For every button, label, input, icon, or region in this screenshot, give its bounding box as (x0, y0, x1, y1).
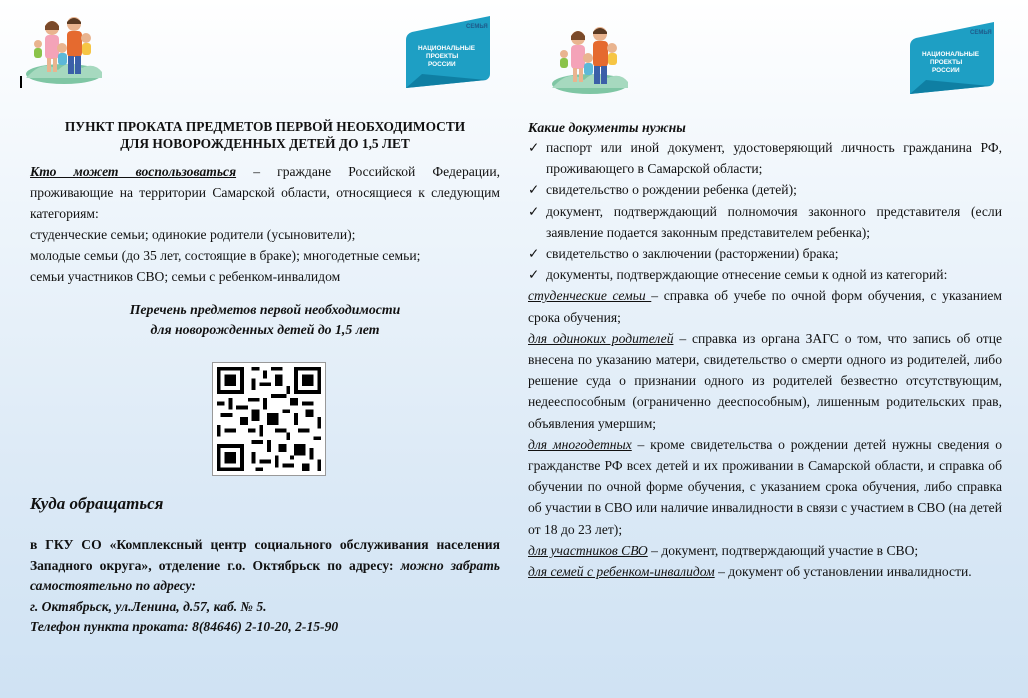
contact-pickup-note: можно забрать самостоятельно по адресу: (30, 557, 500, 593)
checkmark-icon: ✓ (528, 203, 540, 219)
category-single-parent: для одиноких родителей – справка из органа ЗАГС о том, что запись об отце внесена по указанию матери, свидетельство о смерти одного из родителей, либо решение суда о признании одного из родителей безвестно отсутствующим, недееспособным (ограниченно дееспособным), лишенным родительских прав, объявления умершим; (528, 330, 1002, 431)
family-illustration (24, 8, 104, 86)
contact-section (30, 535, 500, 638)
logo-right-line2: ПРОЕКТЫ (930, 59, 963, 66)
title-line2: ДЛЯ НОВОРОЖДЕННЫХ ДЕТЕЙ ДО 1,5 ЛЕТ (120, 136, 410, 151)
contact-phone: Телефон пункта проката: 8(84646) 2-10-20, 2-15-90 (30, 619, 339, 634)
category-student: студенческие семьи – справка об учебе по очной форм обучения, с указанием срока обучения; (528, 288, 1002, 325)
list-item: ✓ документы, подтверждающие отнесение семьи к одной из категорий: (528, 264, 1002, 285)
checkmark-icon: ✓ (528, 140, 540, 155)
national-projects-logo-right (906, 20, 998, 96)
eligibility-text: – граждане Российской Федерации, проживающие на территории Самарской области, относящиеся к следующим категориям: (30, 164, 501, 221)
list-item: ✓ свидетельство о заключении (расторжении) брака; (528, 243, 1002, 264)
contact-heading: Куда обращаться (30, 494, 164, 513)
documents-list (528, 137, 1002, 285)
logo-right-line1: НАЦИОНАЛЬНЫЕ (922, 51, 979, 58)
qr-code-icon (213, 363, 325, 475)
logo-top-word: СЕМЬЯ (466, 24, 488, 30)
list-item: ✓ свидетельство о рождении ребенка (детей); (528, 179, 1002, 200)
contact-address: г. Октябрьск, ул.Ленина, д.57, каб. № 5. (30, 598, 267, 614)
list-item: ✓ документ, подтверждающий полномочия законного представителя (если заявление подается законным представителем ребенка); (528, 201, 1002, 243)
national-projects-logo (402, 14, 494, 90)
category-large-family: для многодетных – кроме свидетельства о рождении детей нужны сведения о гражданстве РФ всех детей и их проживании в Самарской области, и справка об обучении по очной форме обучения, с указанием срока обучения, либо справка об участии в СВО или наличие инвалидности в связи с участием в СВО (на детей от 18 до 23 лет); (528, 436, 1002, 537)
list-item: ✓ паспорт или иной документ, удостоверяющий личность гражданина РФ, проживающего в Самарской области; (528, 137, 1002, 179)
logo-line3: РОССИИ (428, 61, 456, 68)
logo-line1: НАЦИОНАЛЬНЫЕ (418, 45, 475, 52)
eligibility-lead: Кто может воспользоваться (30, 164, 237, 179)
logo-line2: ПРОЕКТЫ (426, 53, 459, 60)
checkmark-icon: ✓ (528, 182, 540, 198)
checkmark-icon: ✓ (528, 267, 540, 283)
logo-right-top-word: СЕМЬЯ (970, 30, 992, 36)
eligibility-line3: молодые семьи (до 35 лет, состоящие в браке); многодетные семьи; (30, 248, 421, 263)
page-title (30, 118, 500, 152)
text-cursor-icon (20, 76, 22, 88)
category-svo: для участников СВО – документ, подтверждающий участие в СВО; (528, 542, 919, 558)
eligibility-section (30, 161, 500, 287)
contact-organization: в ГКУ СО «Комплексный центр социального обслуживания населения Западного округа», отделение г.о. Октябрьск по адресу: (30, 537, 500, 573)
qr-code[interactable] (212, 362, 326, 476)
documents-heading: Какие документы нужны (528, 120, 686, 135)
items-list-title-line2: для новорожденных детей до 1,5 лет (150, 322, 380, 337)
documents-section (528, 137, 1002, 582)
items-list-title (30, 300, 500, 340)
eligibility-line4: семьи участников СВО; семьи с ребенком-инвалидом (30, 269, 341, 284)
category-disabled-child: для семей с ребенком-инвалидом – документ об установлении инвалидности. (528, 564, 972, 580)
title-line1: ПУНКТ ПРОКАТА ПРЕДМЕТОВ ПЕРВОЙ НЕОБХОДИМОСТИ (64, 119, 466, 134)
family-illustration-right (550, 18, 630, 96)
checkmark-icon: ✓ (528, 246, 540, 262)
items-list-title-line1: Перечень предметов первой необходимости (129, 302, 401, 317)
logo-right-line3: РОССИИ (932, 67, 960, 74)
eligibility-line2: студенческие семьи; одинокие родители (усыновители); (30, 227, 356, 242)
